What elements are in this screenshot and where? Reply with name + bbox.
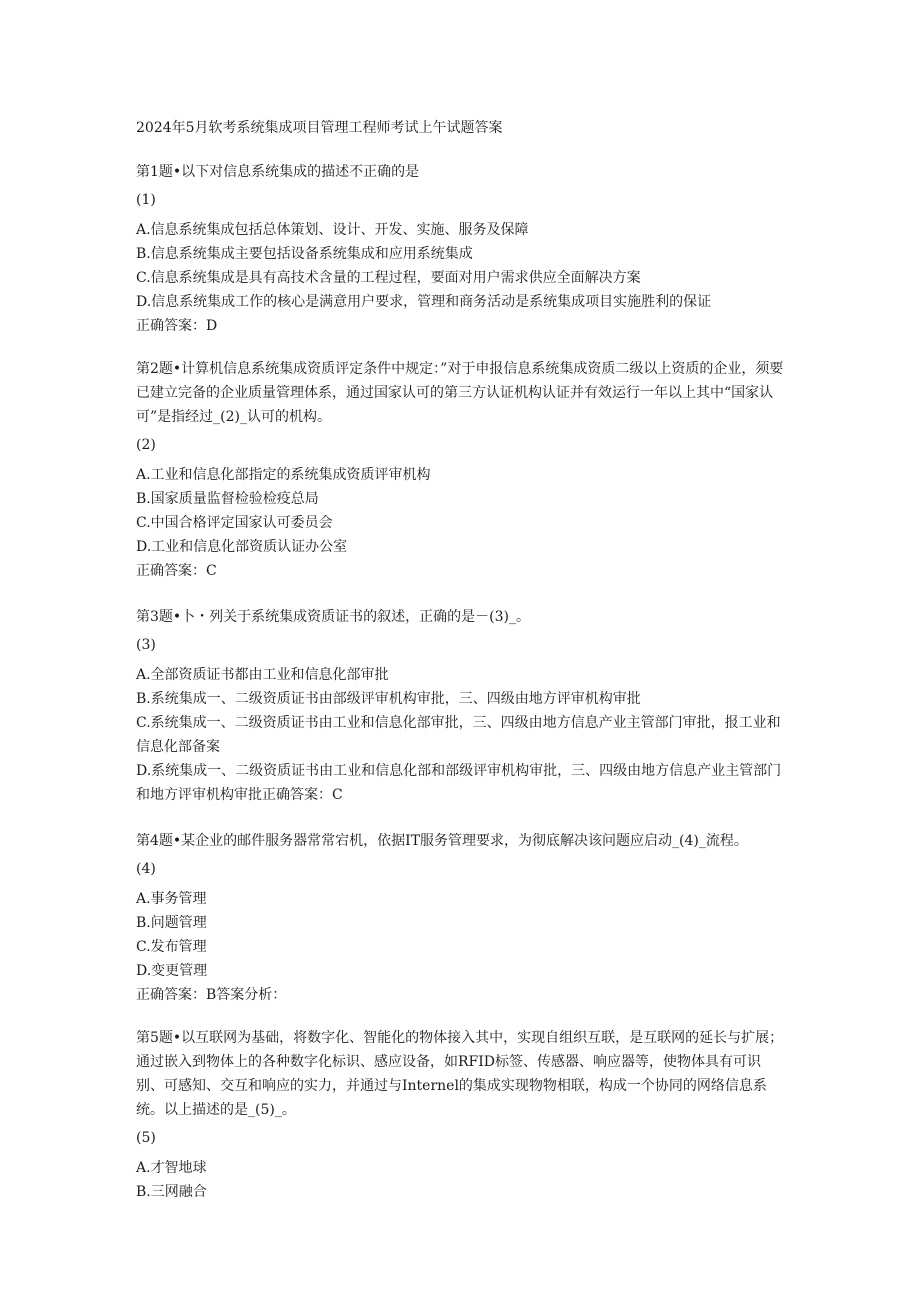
question-blank: (3) <box>136 637 156 653</box>
question-stem: 第4题•某企业的邮件服务器常常宕机，依据IT服务管理要求，为彻底解决该问题应启动_(4)_流程。 <box>136 833 748 849</box>
question-2 <box>136 357 786 583</box>
option-b: B.信息系统集成主要包括设备系统集成和应用系统集成 <box>136 246 473 262</box>
question-blank: (5) <box>136 1130 156 1146</box>
option-d: D.工业和信息化部资质认证办公室 <box>136 539 348 555</box>
document-title: 2024年5月软考系统集成项目管理工程师考试上午试题答案 <box>136 120 503 136</box>
question-blank: (4) <box>136 861 156 877</box>
correct-answer: 正确答案：D <box>136 318 218 334</box>
question-blank: (2) <box>136 437 156 453</box>
option-c: C.系统集成一、二级资质证书由工业和信息化部审批，三、四级由地方信息产业主管部门审批，报工业和信息化部备案 <box>136 715 781 755</box>
question-4 <box>136 829 786 1007</box>
question-5 <box>136 1026 786 1204</box>
question-stem: 第3题•卜・列关于系统集成资质证书的叙述，正确的是－(3)_。 <box>136 609 530 625</box>
option-a: A.才智地球 <box>136 1160 207 1176</box>
option-a: A.全部资质证书都由工业和信息化部审批 <box>136 667 389 683</box>
option-b: B.系统集成一、二级资质证书由部级评审机构审批，三、四级由地方评审机构审批 <box>136 691 641 707</box>
option-d: D.信息系统集成工作的核心是满意用户要求，管理和商务活动是系统集成项目实施胜利的保证 <box>136 294 712 310</box>
question-blank: (1) <box>136 192 156 208</box>
option-c: C.发布管理 <box>136 939 207 955</box>
question-stem: 第1题•以下对信息系统集成的描述不正确的是 <box>136 164 420 180</box>
question-stem: 第5题•以互联网为基础，将数字化、智能化的物体接入其中，实现自组织互联，是互联网的延长与扩展；通过嵌入到物体上的各种数字化标识、感应设备，如RFID标签、传感器、响应器等，使物体具有可识别、可感知、交互和响应的实力，并通过与Internel的集成实现物物相联，构成一个协同的网络信息系统。以上描述的是_(5)_。 <box>136 1030 784 1118</box>
question-stem: 第2题•计算机信息系统集成资质评定条件中规定：”对于申报信息系统集成资质二级以上资质的企业，须要已建立完备的企业质量管理体系，通过国家认可的第三方认证机构认证并有效运行一年以上其中“国家认可”是指经过_(2)_认可的机构。 <box>136 361 784 425</box>
option-b: B.国家质量监督检验检疫总局 <box>136 491 319 507</box>
option-d: D.系统集成一、二级资质证书由工业和信息化部和部级评审机构审批，三、四级由地方信息产业主管部门和地方评审机构审批正确答案：C <box>136 763 782 803</box>
option-c: C.中国合格评定国家认可委员会 <box>136 515 333 531</box>
correct-answer: 正确答案：C <box>136 563 217 579</box>
question-3 <box>136 605 786 807</box>
correct-answer: 正确答案：B答案分析： <box>136 987 287 1003</box>
option-d: D.变更管理 <box>136 963 208 979</box>
option-b: B.三网融合 <box>136 1184 207 1200</box>
option-b: B.问题管理 <box>136 915 207 931</box>
option-a: A.信息系统集成包括总体策划、设计、开发、实施、服务及保障 <box>136 222 529 238</box>
option-a: A.事务管理 <box>136 891 207 907</box>
option-c: C.信息系统集成是具有高技术含量的工程过程，要面对用户需求供应全面解决方案 <box>136 270 641 286</box>
question-1 <box>136 160 786 338</box>
option-a: A.工业和信息化部指定的系统集成资质评审机构 <box>136 467 431 483</box>
